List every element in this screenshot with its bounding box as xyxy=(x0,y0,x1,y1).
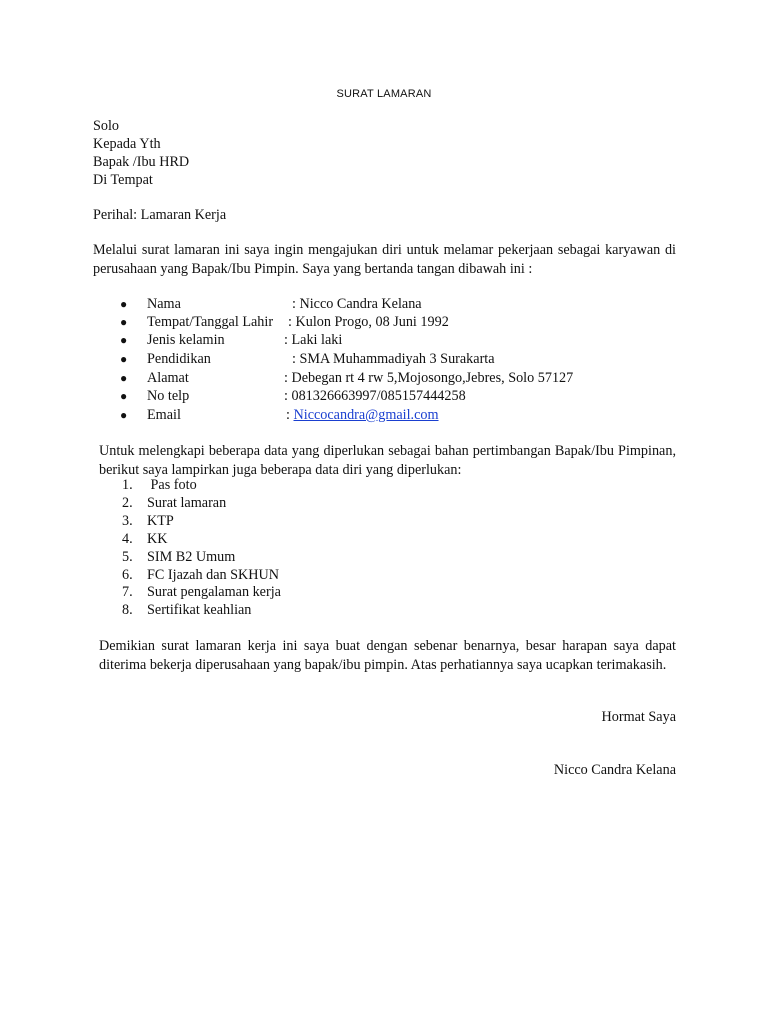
intro-paragraph: Melalui surat lamaran ini saya ingin mengajukan diri untuk melamar pekerjaan sebagai karyawan di perusahaan yang Bapak/Ibu Pimpin. Saya yang bertanda tangan dibawah ini : xyxy=(93,242,676,277)
detail-label: Nama xyxy=(147,296,181,312)
list-text: Surat lamaran xyxy=(147,495,227,511)
list-text: Pas foto xyxy=(147,477,197,493)
bullet-icon: ● xyxy=(120,408,128,422)
list-index: 3. xyxy=(122,513,133,529)
city-line: Solo xyxy=(93,118,120,134)
detail-label: Tempat/Tanggal Lahir xyxy=(147,314,274,330)
list-text: Sertifikat keahlian xyxy=(147,602,252,618)
list-index: 1. xyxy=(122,477,133,493)
signoff: Hormat Saya xyxy=(601,709,676,725)
detail-value: : 081326663997/085157444258 xyxy=(284,388,466,404)
bullet-icon: ● xyxy=(120,371,128,385)
closing-paragraph: Demikian surat lamaran kerja ini saya buat dengan sebenar benarnya, besar harapan saya dapat diterima bekerja diperusahaan yang bapak/ibu pimpin. Atas perhatiannya saya ucapkan terimakasih. xyxy=(99,638,676,673)
detail-label: Alamat xyxy=(147,370,189,386)
detail-label: No telp xyxy=(147,388,190,404)
list-text: FC Ijazah dan SKHUN xyxy=(147,567,280,583)
to-line: Kepada Yth xyxy=(93,136,161,152)
detail-label: Email xyxy=(147,407,181,423)
list-index: 5. xyxy=(122,549,133,565)
detail-value: : Debegan rt 4 rw 5,Mojosongo,Jebres, Solo 57127 xyxy=(284,370,574,386)
list-text: SIM B2 Umum xyxy=(147,549,236,565)
list-text: Surat pengalaman kerja xyxy=(147,584,281,600)
detail-label: Pendidikan xyxy=(147,351,211,367)
email-link[interactable]: Niccocandra@gmail.com xyxy=(293,407,439,423)
bullet-icon: ● xyxy=(120,352,128,366)
list-index: 8. xyxy=(122,602,133,618)
bullet-icon: ● xyxy=(120,389,128,403)
detail-value: : SMA Muhammadiyah 3 Surakarta xyxy=(292,351,495,367)
list-index: 6. xyxy=(122,567,133,583)
signature-name: Nicco Candra Kelana xyxy=(553,762,676,778)
place-line: Di Tempat xyxy=(93,172,153,188)
detail-value: : Laki laki xyxy=(284,332,343,348)
subject-line: Perihal: Lamaran Kerja xyxy=(93,207,227,223)
detail-value xyxy=(286,407,439,424)
detail-value: : Kulon Progo, 08 Juni 1992 xyxy=(288,314,449,330)
bullet-icon: ● xyxy=(120,315,128,329)
detail-label: Jenis kelamin xyxy=(147,332,225,348)
list-index: 4. xyxy=(122,531,133,547)
email-prefix: : xyxy=(286,407,294,423)
letter-title: SURAT LAMARAN xyxy=(336,88,432,100)
attachments-intro: Untuk melengkapi beberapa data yang diperlukan sebagai bahan pertimbangan Bapak/Ibu Pimpinan, berikut saya lampirkan juga beberapa data diri yang diperlukan: xyxy=(99,443,676,478)
recipient-line: Bapak /Ibu HRD xyxy=(93,154,190,170)
list-index: 2. xyxy=(122,495,133,511)
detail-value: : Nicco Candra Kelana xyxy=(292,296,422,312)
list-text: KTP xyxy=(147,513,174,529)
list-index: 7. xyxy=(122,584,133,600)
bullet-icon: ● xyxy=(120,333,128,347)
list-text: KK xyxy=(147,531,168,547)
bullet-icon: ● xyxy=(120,297,128,311)
